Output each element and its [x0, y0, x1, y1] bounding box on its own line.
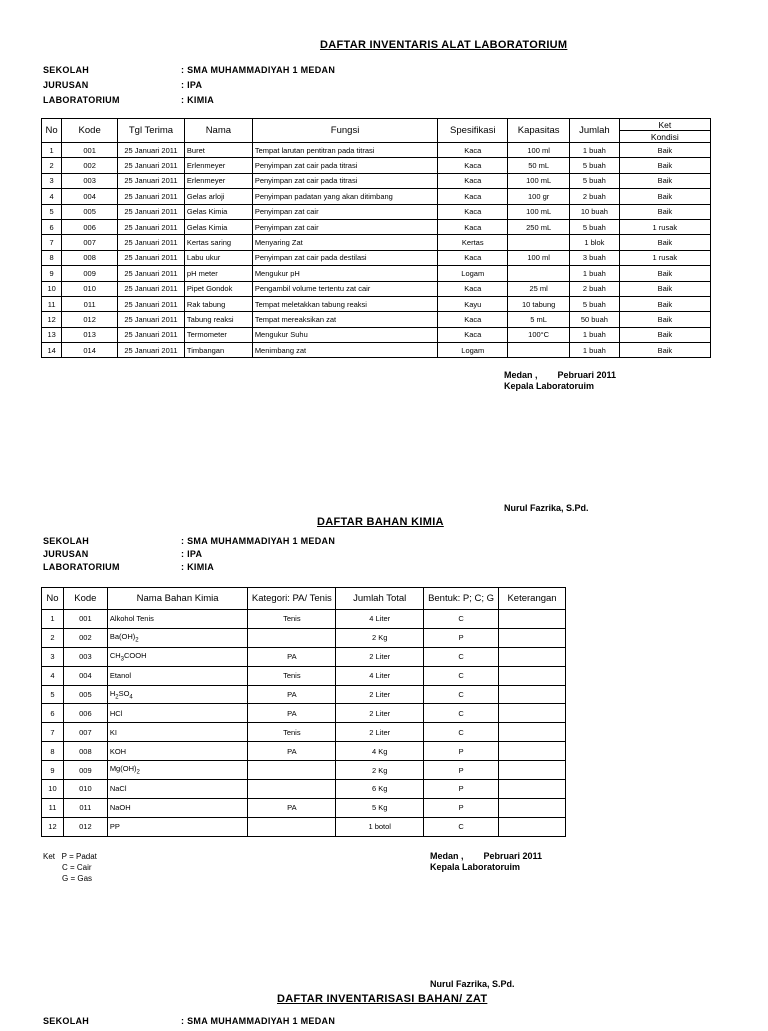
info-row-jurusan [43, 549, 335, 562]
cell-no: 4 [42, 666, 64, 685]
cell-kondisi: Baik [619, 312, 710, 327]
table-row [42, 281, 711, 296]
col-header: Tgl Terima [118, 119, 185, 143]
cell-bentuk: P [424, 628, 499, 647]
cell-kode: 011 [62, 296, 118, 311]
cell-kode: 003 [62, 173, 118, 188]
col-header: Kapasitas [508, 119, 570, 143]
cell-no: 7 [42, 723, 64, 742]
cell-nama-bahan: KOH [107, 742, 248, 761]
cell-kondisi: 1 rusak [619, 250, 710, 265]
table-row [42, 219, 711, 234]
info-row-sekolah [43, 65, 335, 80]
cell-nama: Gelas Kimia [184, 204, 252, 219]
cell-tgl: 25 Januari 2011 [118, 266, 185, 281]
cell-nama-bahan: $H_2SO_4$ [107, 685, 248, 704]
cell-jumlah-total: 2 Liter [336, 723, 424, 742]
cell-kode: 001 [62, 143, 118, 158]
cell-spesifikasi: Kaca [438, 143, 508, 158]
cell-jumlah-total: 4 Kg [336, 742, 424, 761]
cell-no: 3 [42, 173, 62, 188]
table-row [42, 685, 566, 704]
cell-spesifikasi: Kaca [438, 327, 508, 342]
cell-kapasitas: 100 mL [508, 173, 570, 188]
col-header: Spesifikasi [438, 119, 508, 143]
legend-line: C = Cair [62, 863, 92, 872]
cell-kode: 014 [62, 343, 118, 358]
bahan-sign-name: Nurul Fazrika, S.Pd. [430, 979, 515, 989]
cell-tgl: 25 Januari 2011 [118, 250, 185, 265]
alat-header-row [42, 119, 711, 131]
cell-kapasitas [508, 235, 570, 250]
col-header: Kategori: PA/ Tenis [248, 588, 336, 610]
col-header: Kode [62, 119, 118, 143]
table-row [42, 250, 711, 265]
cell-nama-bahan: Alkohol Tenis [107, 610, 248, 629]
col-header: Ket [619, 119, 710, 131]
cell-keterangan [499, 666, 566, 685]
cell-kode: 009 [62, 266, 118, 281]
cell-nama-bahan: Etanol [107, 666, 248, 685]
table-row [42, 666, 566, 685]
cell-bentuk: C [424, 817, 499, 836]
cell-nama: Kertas saring [184, 235, 252, 250]
info-value: : KIMIA [181, 95, 215, 105]
cell-fungsi: Penyimpan zat cair pada destilasi [252, 250, 437, 265]
cell-jumlah: 3 buah [570, 250, 620, 265]
cell-jumlah-total: 4 Liter [336, 610, 424, 629]
cell-spesifikasi: Kayu [438, 296, 508, 311]
legend-line: Ket P = Padat [43, 852, 97, 861]
cell-kode: 009 [63, 761, 107, 780]
cell-bentuk: C [424, 610, 499, 629]
cell-tgl: 25 Januari 2011 [118, 235, 185, 250]
alat-table [41, 118, 711, 358]
cell-kode: 012 [63, 817, 107, 836]
cell-tgl: 25 Januari 2011 [118, 143, 185, 158]
sign-role: Kepala Laboratoruim [430, 862, 521, 872]
cell-no: 6 [42, 219, 62, 234]
col-header: Kode [63, 588, 107, 610]
cell-keterangan [499, 761, 566, 780]
info-label: JURUSAN [43, 549, 89, 559]
cell-kapasitas [508, 343, 570, 358]
cell-no: 4 [42, 189, 62, 204]
cell-jumlah: 5 buah [570, 219, 620, 234]
cell-nama: Rak tabung [184, 296, 252, 311]
info-value: : IPA [181, 549, 203, 559]
table-row [42, 817, 566, 836]
cell-keterangan [499, 685, 566, 704]
cell-kategori [248, 628, 336, 647]
cell-kategori: PA [248, 798, 336, 817]
cell-kondisi: 1 rusak [619, 219, 710, 234]
cell-kategori [248, 761, 336, 780]
cell-kapasitas [508, 266, 570, 281]
cell-jumlah-total: 2 Liter [336, 647, 424, 666]
cell-jumlah: 1 buah [570, 327, 620, 342]
table-row [42, 761, 566, 780]
cell-kode: 012 [62, 312, 118, 327]
info-label: SEKOLAH [43, 536, 90, 546]
info-label: SEKOLAH [43, 65, 90, 75]
cell-kapasitas: 50 mL [508, 158, 570, 173]
cell-tgl: 25 Januari 2011 [118, 281, 185, 296]
col-header: No [42, 588, 64, 610]
table-row [42, 798, 566, 817]
cell-nama: Gelas arloji [184, 189, 252, 204]
cell-spesifikasi: Kaca [438, 173, 508, 188]
cell-kapasitas: 100 mL [508, 204, 570, 219]
cell-fungsi: Tempat mereaksikan zat [252, 312, 437, 327]
bahan-legend [43, 851, 97, 884]
cell-kode: 010 [62, 281, 118, 296]
cell-tgl: 25 Januari 2011 [118, 219, 185, 234]
cell-jumlah: 10 buah [570, 204, 620, 219]
cell-kapasitas: 100 ml [508, 250, 570, 265]
cell-bentuk: P [424, 761, 499, 780]
cell-jumlah-total: 6 Kg [336, 780, 424, 799]
cell-kapasitas: 100 gr [508, 189, 570, 204]
cell-kapasitas: 100°C [508, 327, 570, 342]
col-header: Bentuk: P; C; G [424, 588, 499, 610]
cell-keterangan [499, 742, 566, 761]
col-header: Nama Bahan Kimia [107, 588, 248, 610]
bahan-info [43, 536, 335, 575]
cell-kode: 008 [63, 742, 107, 761]
col-header: Jumlah Total [336, 588, 424, 610]
cell-keterangan [499, 723, 566, 742]
sign-role: Kepala Laboratoruim [504, 381, 595, 391]
table-row [42, 343, 711, 358]
info-row-laboratorium [43, 562, 335, 575]
cell-fungsi: Tempat larutan pentitran pada titrasi [252, 143, 437, 158]
cell-kode: 011 [63, 798, 107, 817]
cell-nama-bahan: HCl [107, 704, 248, 723]
bahan-table-body [42, 610, 566, 837]
cell-kode: 003 [63, 647, 107, 666]
cell-jumlah-total: 1 botol [336, 817, 424, 836]
cell-no: 2 [42, 628, 64, 647]
cell-kondisi: Baik [619, 189, 710, 204]
cell-spesifikasi: Kaca [438, 219, 508, 234]
cell-nama-bahan: PP [107, 817, 248, 836]
info-value: : SMA MUHAMMADIYAH 1 MEDAN [181, 65, 336, 75]
sign-place-date: Medan , Pebruari 2011 [430, 851, 543, 861]
table-row [42, 647, 566, 666]
cell-bentuk: C [424, 666, 499, 685]
cell-no: 13 [42, 327, 62, 342]
cell-no: 6 [42, 704, 64, 723]
cell-kode: 008 [62, 250, 118, 265]
cell-jumlah-total: 4 Liter [336, 666, 424, 685]
info-value: : SMA MUHAMMADIYAH 1 MEDAN [181, 1016, 336, 1026]
cell-kondisi: Baik [619, 266, 710, 281]
cell-fungsi: Pengambil volume tertentu zat cair [252, 281, 437, 296]
cell-spesifikasi: Logam [438, 266, 508, 281]
info-row-laboratorium [43, 95, 335, 110]
cell-no: 9 [42, 761, 64, 780]
cell-kode: 006 [62, 219, 118, 234]
cell-no: 5 [42, 685, 64, 704]
cell-no: 10 [42, 780, 64, 799]
cell-kondisi: Baik [619, 281, 710, 296]
cell-jumlah: 5 buah [570, 296, 620, 311]
cell-tgl: 25 Januari 2011 [118, 296, 185, 311]
cell-kondisi: Baik [619, 235, 710, 250]
cell-nama: Erlenmeyer [184, 158, 252, 173]
info-row-sekolah [43, 536, 335, 549]
cell-jumlah: 5 buah [570, 158, 620, 173]
cell-kategori: PA [248, 647, 336, 666]
cell-tgl: 25 Januari 2011 [118, 158, 185, 173]
col-header: Kondisi [619, 131, 710, 143]
table-row [42, 296, 711, 311]
table-row [42, 189, 711, 204]
cell-jumlah-total: 5 Kg [336, 798, 424, 817]
cell-jumlah: 2 buah [570, 281, 620, 296]
cell-keterangan [499, 704, 566, 723]
cell-keterangan [499, 647, 566, 666]
cell-nama-bahan: KI [107, 723, 248, 742]
table-row [42, 266, 711, 281]
cell-kode: 002 [62, 158, 118, 173]
cell-nama-bahan: NaOH [107, 798, 248, 817]
cell-no: 11 [42, 798, 64, 817]
cell-jumlah: 1 buah [570, 143, 620, 158]
cell-kategori [248, 817, 336, 836]
bahan-header-row [42, 588, 566, 610]
info-value: : KIMIA [181, 562, 215, 572]
cell-bentuk: P [424, 742, 499, 761]
table-row [42, 143, 711, 158]
bahan-signature [430, 851, 542, 873]
cell-no: 8 [42, 250, 62, 265]
cell-nama: Tabung reaksi [184, 312, 252, 327]
cell-no: 9 [42, 266, 62, 281]
cell-nama: Gelas Kimia [184, 219, 252, 234]
cell-kode: 006 [63, 704, 107, 723]
table-row [42, 204, 711, 219]
info-label: LABORATORIUM [43, 95, 120, 105]
cell-spesifikasi: Kaca [438, 250, 508, 265]
col-header: Nama [184, 119, 252, 143]
cell-kode: 010 [63, 780, 107, 799]
cell-nama: Timbangan [184, 343, 252, 358]
cell-kondisi: Baik [619, 296, 710, 311]
cell-fungsi: Menimbang zat [252, 343, 437, 358]
cell-kondisi: Baik [619, 343, 710, 358]
alat-sign-name: Nurul Fazrika, S.Pd. [504, 503, 589, 513]
cell-kategori: Tenis [248, 723, 336, 742]
cell-no: 2 [42, 158, 62, 173]
cell-fungsi: Penyimpan padatan yang akan ditimbang [252, 189, 437, 204]
cell-spesifikasi: Kaca [438, 189, 508, 204]
cell-nama-bahan: $Ba(OH)_2$ [107, 628, 248, 647]
cell-kapasitas: 25 ml [508, 281, 570, 296]
cell-kapasitas: 100 ml [508, 143, 570, 158]
cell-nama: Termometer [184, 327, 252, 342]
cell-fungsi: Mengukur Suhu [252, 327, 437, 342]
cell-tgl: 25 Januari 2011 [118, 189, 185, 204]
cell-no: 1 [42, 610, 64, 629]
table-row [42, 235, 711, 250]
cell-kondisi: Baik [619, 204, 710, 219]
cell-no: 5 [42, 204, 62, 219]
cell-no: 11 [42, 296, 62, 311]
table-row [42, 327, 711, 342]
cell-jumlah-total: 2 Liter [336, 685, 424, 704]
cell-fungsi: Menyaring Zat [252, 235, 437, 250]
cell-spesifikasi: Kaca [438, 312, 508, 327]
cell-kode: 007 [62, 235, 118, 250]
cell-kategori: Tenis [248, 666, 336, 685]
cell-jumlah: 1 blok [570, 235, 620, 250]
col-header: Keterangan [499, 588, 566, 610]
cell-kondisi: Baik [619, 327, 710, 342]
cell-kategori: Tenis [248, 610, 336, 629]
cell-jumlah: 1 buah [570, 343, 620, 358]
zat-title: DAFTAR INVENTARISASI BAHAN/ ZAT [277, 993, 488, 1005]
cell-jumlah-total: 2 Kg [336, 761, 424, 780]
cell-spesifikasi: Kaca [438, 158, 508, 173]
cell-kode: 005 [62, 204, 118, 219]
cell-spesifikasi: Kaca [438, 204, 508, 219]
table-row [42, 780, 566, 799]
cell-kategori: PA [248, 685, 336, 704]
cell-kondisi: Baik [619, 173, 710, 188]
cell-jumlah: 2 buah [570, 189, 620, 204]
table-row [42, 173, 711, 188]
cell-tgl: 25 Januari 2011 [118, 327, 185, 342]
cell-fungsi: Penyimpan zat cair [252, 204, 437, 219]
cell-spesifikasi: Kaca [438, 281, 508, 296]
cell-tgl: 25 Januari 2011 [118, 204, 185, 219]
cell-kapasitas: 250 mL [508, 219, 570, 234]
cell-no: 12 [42, 312, 62, 327]
cell-kode: 004 [63, 666, 107, 685]
cell-fungsi: Mengukur pH [252, 266, 437, 281]
cell-bentuk: P [424, 780, 499, 799]
table-row [42, 742, 566, 761]
cell-bentuk: C [424, 704, 499, 723]
cell-kapasitas: 5 mL [508, 312, 570, 327]
table-row [42, 610, 566, 629]
cell-jumlah: 1 buah [570, 266, 620, 281]
cell-nama: Erlenmeyer [184, 173, 252, 188]
cell-no: 12 [42, 817, 64, 836]
cell-kategori: PA [248, 704, 336, 723]
cell-kategori: PA [248, 742, 336, 761]
cell-kode: 007 [63, 723, 107, 742]
cell-nama: Buret [184, 143, 252, 158]
cell-no: 7 [42, 235, 62, 250]
info-value: : IPA [181, 80, 203, 90]
table-row [42, 158, 711, 173]
cell-fungsi: Tempat meletakkan tabung reaksi [252, 296, 437, 311]
cell-kode: 005 [63, 685, 107, 704]
cell-spesifikasi: Kertas [438, 235, 508, 250]
cell-kondisi: Baik [619, 158, 710, 173]
cell-kategori [248, 780, 336, 799]
info-label: SEKOLAH [43, 1016, 90, 1026]
cell-keterangan [499, 628, 566, 647]
cell-nama: Labu ukur [184, 250, 252, 265]
table-row [42, 628, 566, 647]
cell-bentuk: P [424, 798, 499, 817]
table-row [42, 312, 711, 327]
table-row [42, 723, 566, 742]
cell-kapasitas: 10 tabung [508, 296, 570, 311]
cell-jumlah-total: 2 Kg [336, 628, 424, 647]
cell-jumlah-total: 2 Liter [336, 704, 424, 723]
cell-kode: 002 [63, 628, 107, 647]
cell-nama-bahan: NaCl [107, 780, 248, 799]
cell-fungsi: Penyimpan zat cair [252, 219, 437, 234]
info-row-jurusan [43, 80, 335, 95]
cell-keterangan [499, 798, 566, 817]
alat-info [43, 65, 335, 110]
cell-kode: 004 [62, 189, 118, 204]
sign-place-date: Medan , Pebruari 2011 [504, 370, 617, 380]
cell-jumlah: 5 buah [570, 173, 620, 188]
col-header: No [42, 119, 62, 143]
cell-fungsi: Penyimpan zat cair pada titrasi [252, 158, 437, 173]
cell-kode: 001 [63, 610, 107, 629]
alat-title: DAFTAR INVENTARIS ALAT LABORATORIUM [320, 39, 568, 51]
table-row [42, 704, 566, 723]
col-header: Fungsi [252, 119, 437, 143]
cell-no: 10 [42, 281, 62, 296]
cell-keterangan [499, 610, 566, 629]
cell-fungsi: Penyimpan zat cair pada titrasi [252, 173, 437, 188]
alat-signature [504, 370, 616, 392]
cell-keterangan [499, 817, 566, 836]
cell-no: 14 [42, 343, 62, 358]
cell-bentuk: C [424, 647, 499, 666]
col-header: Jumlah [570, 119, 620, 143]
cell-tgl: 25 Januari 2011 [118, 312, 185, 327]
cell-kondisi: Baik [619, 143, 710, 158]
cell-nama: pH meter [184, 266, 252, 281]
cell-no: 3 [42, 647, 64, 666]
cell-no: 8 [42, 742, 64, 761]
bahan-title: DAFTAR BAHAN KIMIA [317, 516, 444, 528]
info-label: JURUSAN [43, 80, 89, 90]
legend-line: G = Gas [62, 874, 93, 883]
cell-bentuk: C [424, 723, 499, 742]
cell-tgl: 25 Januari 2011 [118, 343, 185, 358]
bahan-table [41, 587, 566, 837]
cell-no: 1 [42, 143, 62, 158]
info-value: : SMA MUHAMMADIYAH 1 MEDAN [181, 536, 336, 546]
cell-bentuk: C [424, 685, 499, 704]
cell-spesifikasi: Logam [438, 343, 508, 358]
cell-jumlah: 50 buah [570, 312, 620, 327]
cell-tgl: 25 Januari 2011 [118, 173, 185, 188]
cell-nama-bahan: $CH_3COOH$ [107, 647, 248, 666]
info-label: LABORATORIUM [43, 562, 120, 572]
cell-kode: 013 [62, 327, 118, 342]
cell-keterangan [499, 780, 566, 799]
cell-nama-bahan: $Mg(OH)_2$ [107, 761, 248, 780]
alat-table-body [42, 143, 711, 358]
cell-nama: Pipet Gondok [184, 281, 252, 296]
